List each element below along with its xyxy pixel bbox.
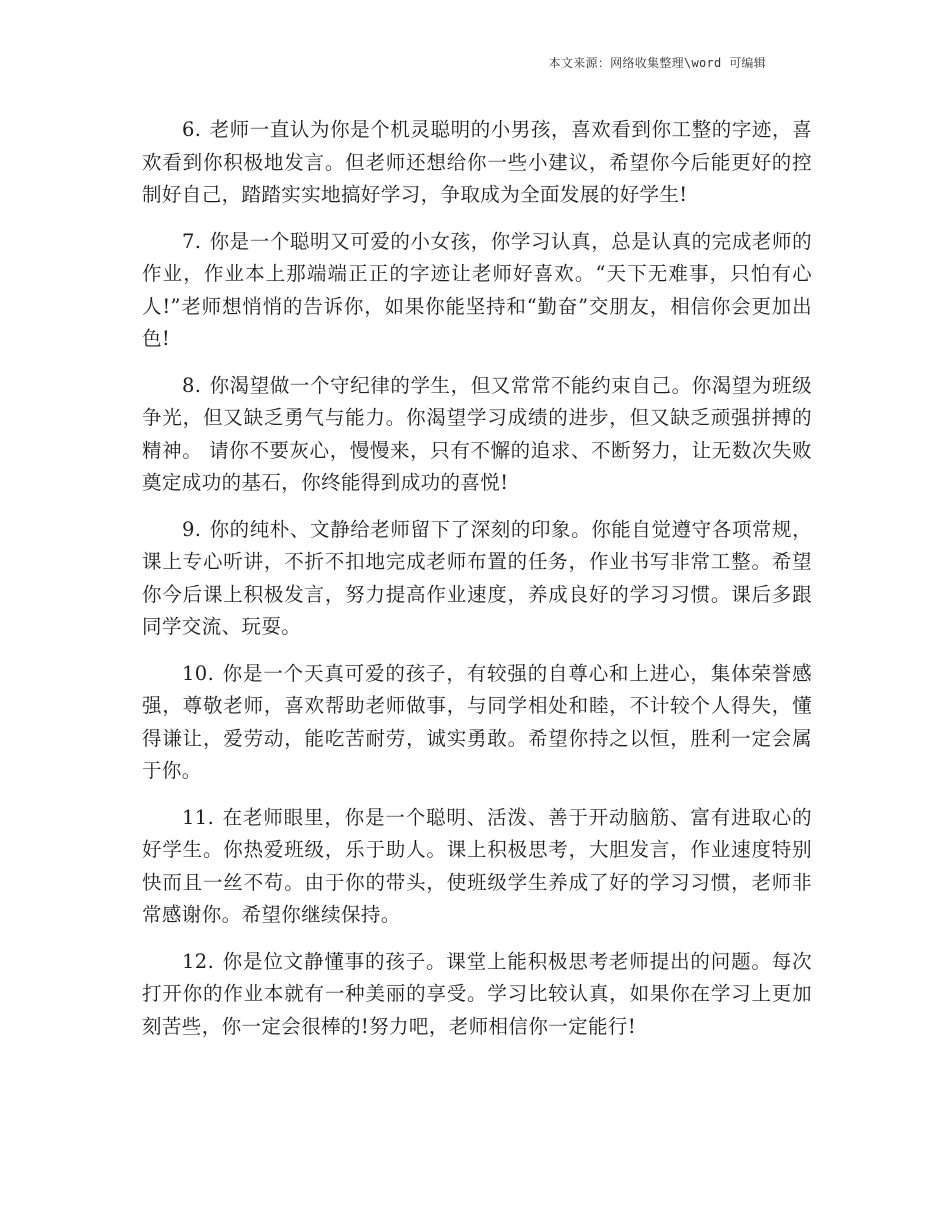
comment-paragraph-8 [142,370,812,500]
comment-paragraph-12 [142,946,812,1044]
paragraph-text: 你渴望做一个守纪律的学生，但又常常不能约束自己。你渴望为班级争光，但又缺乏勇气与能力。你渴望学习成绩的进步，但又缺乏顽强拼搏的精神。 请你不要灰心，慢慢来，只有不懈的追求、不断努力，让无数次失败奠定成功的基石，你终能得到成功的喜悦! [142,373,812,494]
paragraph-text: 你是位文静懂事的孩子。课堂上能积极思考老师提出的问题。每次打开你的作业本就有一种美丽的享受。学习比较认真，如果你在学习上更加刻苦些，你一定会很棒的!努力吧，老师相信你一定能行! [142,949,812,1038]
comment-paragraph-11 [142,802,812,932]
comment-paragraph-9 [142,514,812,644]
comment-list [142,114,812,1057]
paragraph-text: 你是一个聪明又可爱的小女孩，你学习认真，总是认真的完成老师的作业，作业本上那端端正正的字迹让老师好喜欢。“天下无难事，只怕有心人!”老师想悄悄的告诉你，如果你能坚持和“勤奋”交朋友，相信你会更加出色! [142,229,812,350]
paragraph-number: 10. [182,661,215,685]
paragraph-number: 8. [182,373,202,397]
paragraph-number: 6. [182,118,202,141]
comment-paragraph-7 [142,226,812,356]
paragraph-number: 11. [182,805,215,829]
paragraph-text: 在老师眼里，你是一个聪明、活泼、善于开动脑筋、富有进取心的好学生。你热爱班级，乐于助人。课上积极思考，大胆发言，作业速度特别快而且一丝不苟。由于你的带头，使班级学生养成了好的学习习惯，老师非常感谢你。希望你继续保持。 [142,805,812,926]
paragraph-number: 12. [182,949,215,973]
paragraph-text: 你的纯朴、文静给老师留下了深刻的印象。你能自觉遵守各项常规，课上专心听讲，不折不扣地完成老师布置的任务，作业书写非常工整。希望你今后课上积极发言，努力提高作业速度，养成良好的学习习惯。课后多跟同学交流、玩耍。 [142,517,812,638]
paragraph-text: 你是一个天真可爱的孩子，有较强的自尊心和上进心，集体荣誉感强，尊敬老师，喜欢帮助老师做事，与同学相处和睦，不计较个人得失，懂得谦让，爱劳动，能吃苦耐劳，诚实勇敢。希望你持之以恒，胜利一定会属于你。 [142,661,812,782]
paragraph-text: 老师一直认为你是个机灵聪明的小男孩，喜欢看到你工整的字迹，喜欢看到你积极地发言。但老师还想给你一些小建议，希望你今后能更好的控制好自己，踏踏实实地搞好学习，争取成为全面发展的好学生! [142,118,812,206]
paragraph-number: 9. [182,517,202,541]
comment-paragraph-6 [142,114,812,212]
source-note: 本文来源：网络收集整理\word 可编辑 [548,56,766,70]
paragraph-number: 7. [182,229,202,253]
comment-paragraph-10 [142,658,812,788]
